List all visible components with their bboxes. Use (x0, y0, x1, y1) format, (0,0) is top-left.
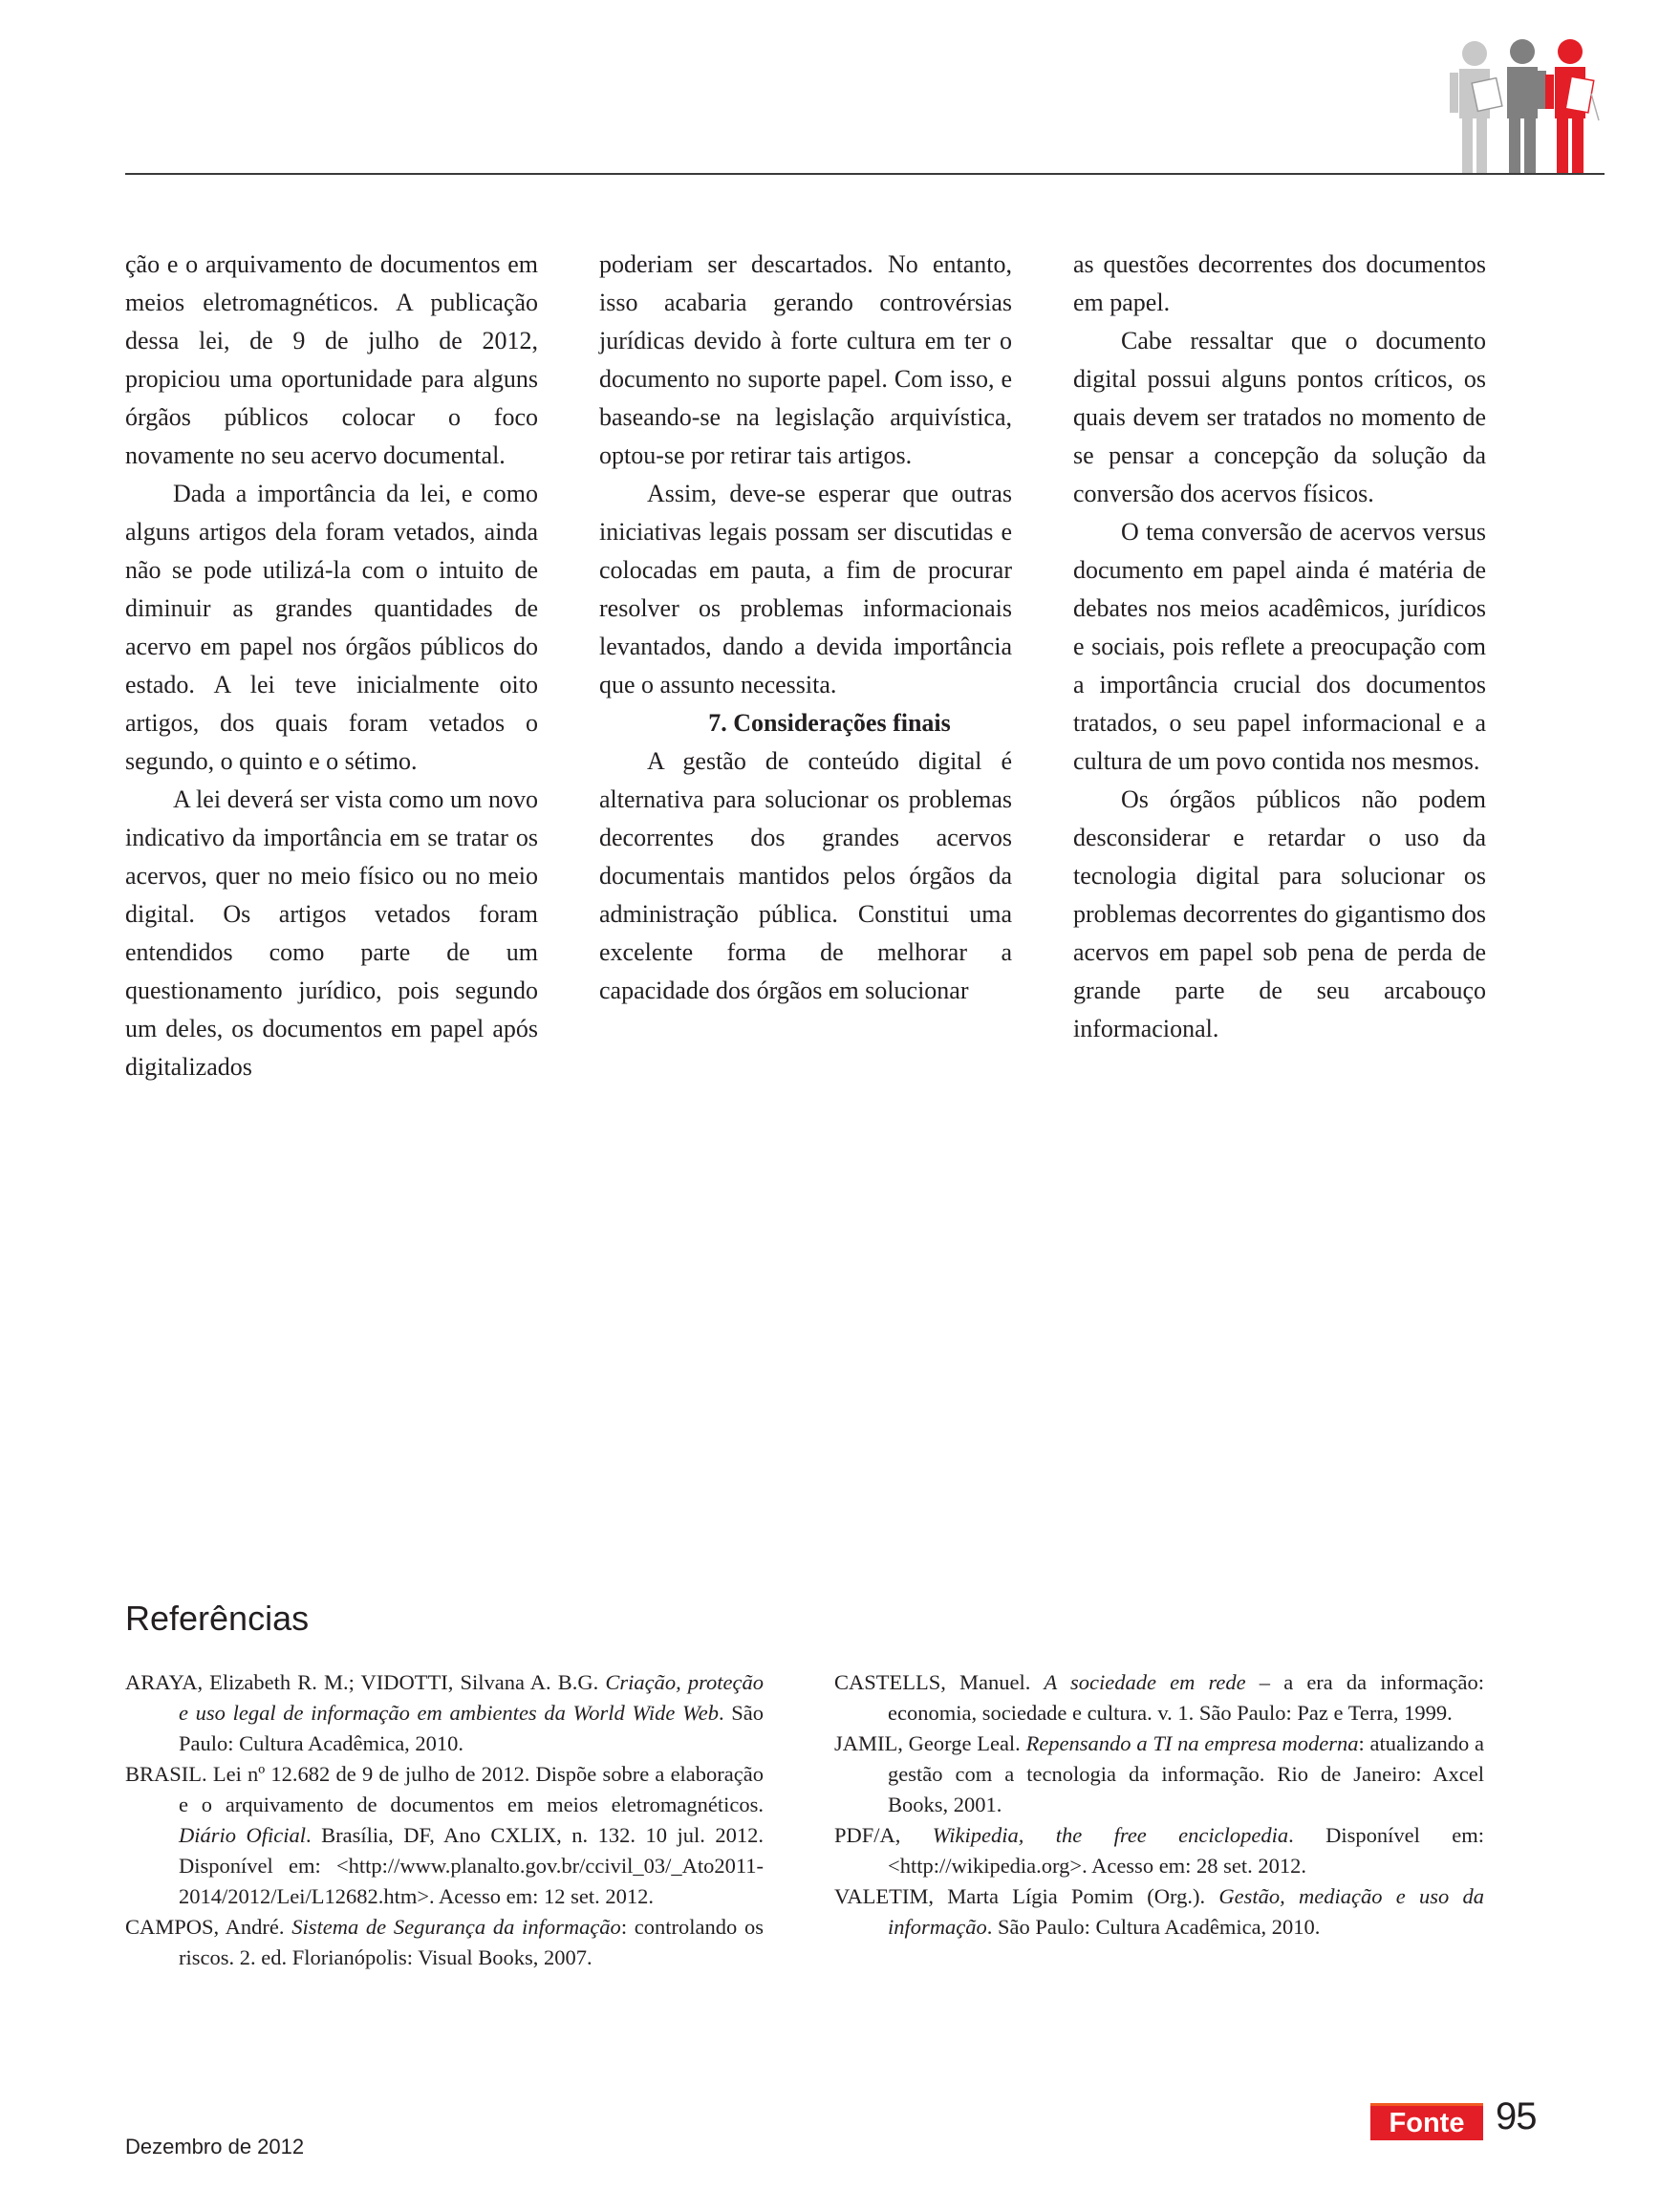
reference-entry: JAMIL, George Leal. Repensando a TI na empresa moderna: atualizando a gestão com a tecnologia da informação. Rio de Janeiro: Axcel Books, 2001. (834, 1731, 1484, 1816)
reference-entry: ARAYA, Elizabeth R. M.; VIDOTTI, Silvana A. B.G. Criação, proteção e uso legal de informação em ambientes da World Wide Web. São Paulo: Cultura Acadêmica, 2010. (125, 1670, 765, 1755)
references-left-column (125, 1667, 764, 1973)
header-rule (125, 173, 1605, 175)
section-heading: 7. Considerações finais (708, 709, 951, 737)
text-column-3 (1073, 246, 1486, 1048)
paragraph: ção e o arquivamento de documentos em meios eletromagnéticos. A publicação dessa lei, de 9 de julho de 2012, propiciou uma oportunidade para alguns órgãos públicos colocar o foco novamente no seu acervo documental. (125, 250, 538, 469)
paragraph: Os órgãos públicos não podem desconsiderar e retardar o uso da tecnologia digital para solucionar os problemas decorrentes do gigantismo dos acervos em papel sob pena de perda de grande parte de seu arcabouço informacional. (1073, 785, 1486, 1042)
paragraph: A lei deverá ser vista como um novo indicativo da importância em se tratar os acervos, quer no meio físico ou no meio digital. Os artigos vetados foram entendidos como parte de um questionamento jurídico, pois segundo um deles, os documentos em papel após digitalizados (125, 785, 538, 1081)
page-number: 95 (1496, 2095, 1537, 2137)
paragraph: as questões decorrentes dos documentos em papel. (1073, 250, 1486, 316)
references-heading: Referências (125, 1599, 310, 1638)
paragraph: Assim, deve-se esperar que outras iniciativas legais possam ser discutidas e colocadas em pauta, a fim de procurar resolver os problemas informacionais levantados, dando a devida importância que o assunto necessita. (599, 480, 1012, 698)
text-column-2 (599, 246, 1012, 1010)
reference-entry: CAMPOS, André. Sistema de Segurança da informação: controlando os riscos. 2. ed. Florianópolis: Visual Books, 2007. (125, 1915, 764, 1969)
reference-entry: BRASIL. Lei nº 12.682 de 9 de julho de 2012. Dispõe sobre a elaboração e o arquivamento de documentos em meios eletromagnéticos. Diário Oficial. Brasília, DF, Ano CXLIX, n. 132. 10 jul. 2012. Disponível em: <http://www.planalto.gov.br/ccivil_03/_Ato2011-2014/2012/Lei/L12682.htm>. Acesso em: 12 set. 2012. (125, 1762, 765, 1908)
references-right-column (834, 1667, 1484, 1943)
paragraph: Cabe ressaltar que o documento digital possui alguns pontos críticos, os quais devem ser tratados no momento de se pensar a concepção da solução da conversão dos acervos físicos. (1073, 327, 1486, 507)
reference-entry: VALETIM, Marta Lígia Pomim (Org.). Gestão, mediação e uso da informação. São Paulo: Cultura Acadêmica, 2010. (834, 1884, 1484, 1939)
fonte-logo: Fonte (1370, 2103, 1483, 2140)
people-figures-icon (1448, 36, 1601, 175)
paragraph: A gestão de conteúdo digital é alternativa para solucionar os problemas decorrentes dos grandes acervos documentais mantidos pelos órgãos da administração pública. Constitui uma excelente forma de melhorar a capacidade dos órgãos em solucionar (599, 747, 1012, 1004)
paragraph: Dada a importância da lei, e como alguns artigos dela foram vetados, ainda não se pode utilizá-la com o intuito de diminuir as grandes quantidades de acervo em papel nos órgãos públicos do estado. A lei teve inicialmente oito artigos, dos quais foram vetados o segundo, o quinto e o sétimo. (125, 480, 538, 775)
reference-entry: PDF/A, Wikipedia, the free enciclopedia. Disponível em: <http://wikipedia.org>. Acesso em: 28 set. 2012. (834, 1823, 1485, 1878)
text-column-1 (125, 246, 538, 1086)
paragraph: poderiam ser descartados. No entanto, isso acabaria gerando controvérsias jurídicas devido à forte cultura em ter o documento no suporte papel. Com isso, e baseando-se na legislação arquivística, optou-se por retirar tais artigos. (599, 250, 1012, 469)
footer-date: Dezembro de 2012 (125, 2135, 305, 2158)
reference-entry: CASTELLS, Manuel. A sociedade em rede – a era da informação: economia, sociedade e cultura. v. 1. São Paulo: Paz e Terra, 1999. (834, 1670, 1485, 1725)
paragraph: O tema conversão de acervos versus documento em papel ainda é matéria de debates nos meios acadêmicos, jurídicos e sociais, pois reflete a preocupação com a importância crucial dos documentos tratados, o seu papel informacional e a cultura de um povo contida nos mesmos. (1073, 518, 1486, 775)
